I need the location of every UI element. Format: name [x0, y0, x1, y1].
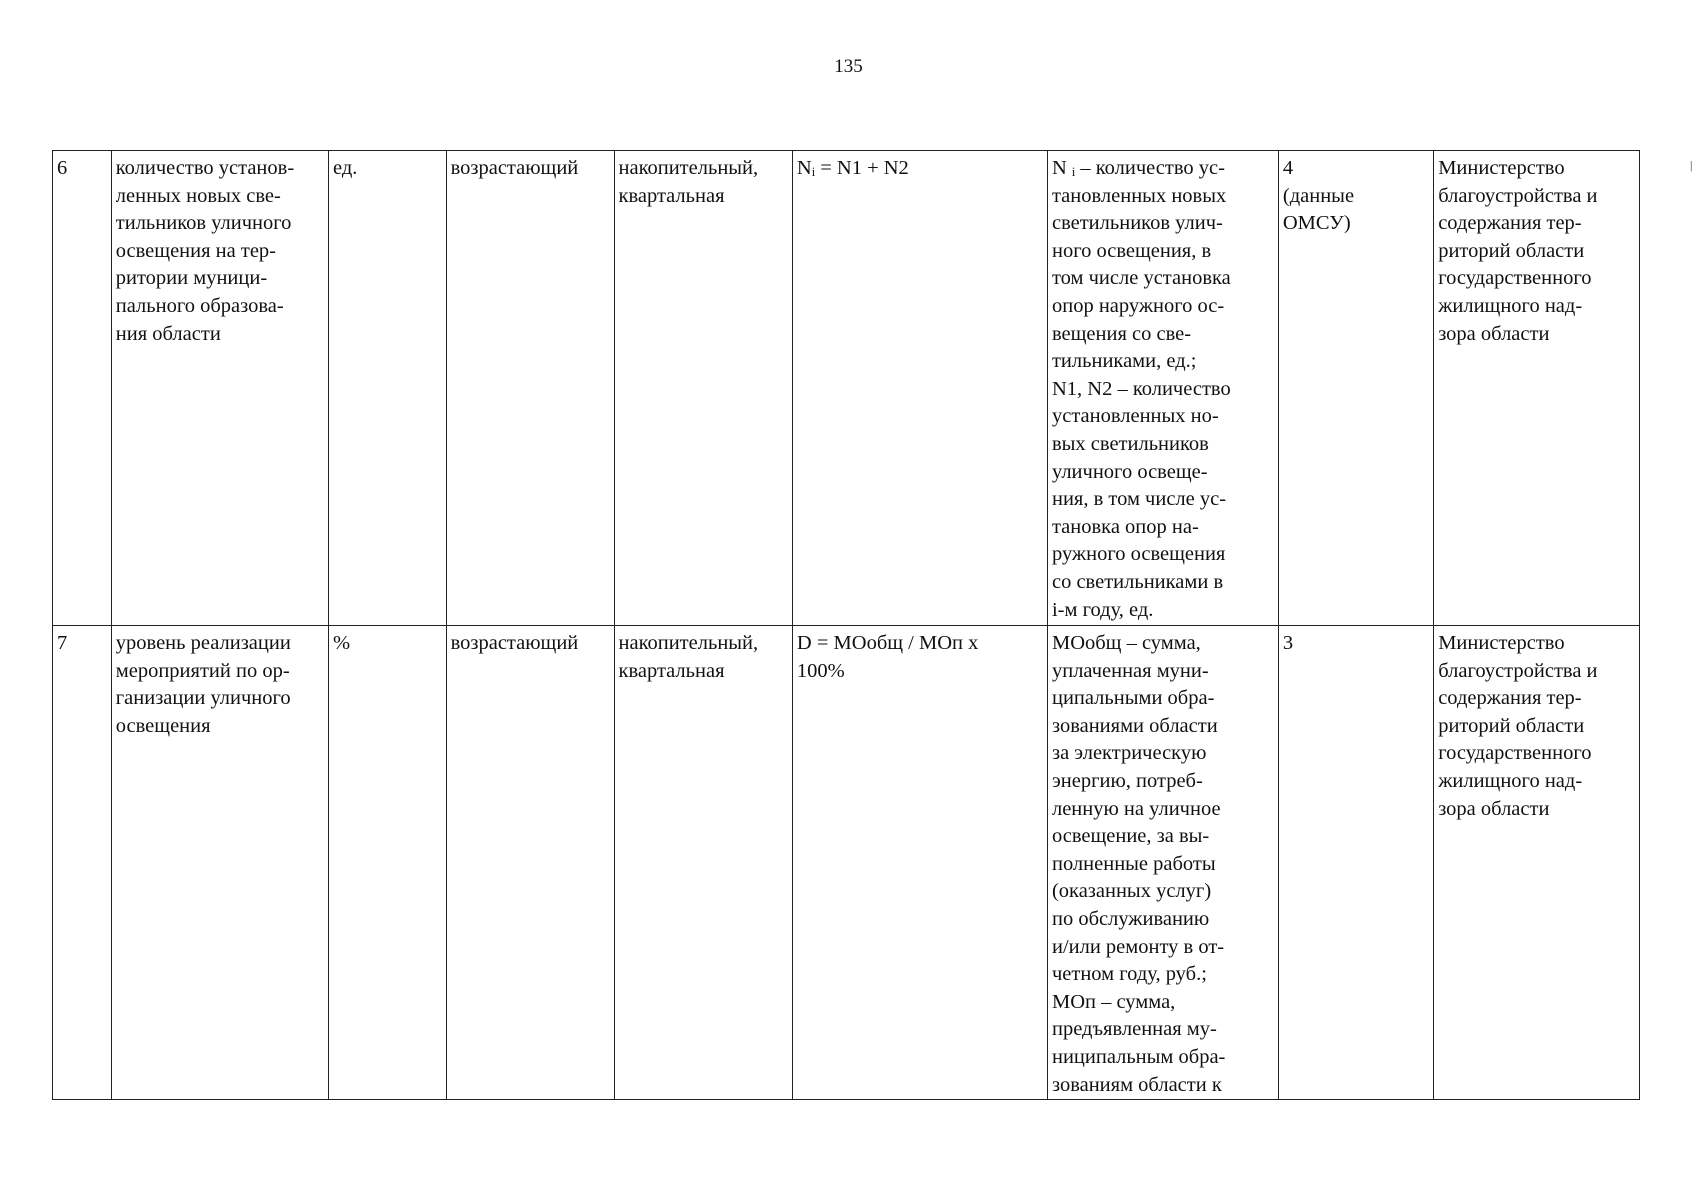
- cell-responsible-line: благоустройства и: [1438, 659, 1598, 682]
- cell-responsible-line: зора области: [1438, 797, 1550, 820]
- cell-description-line: (оказанных услуг): [1051, 880, 1212, 903]
- cell-description-line: ленную на уличное: [1051, 797, 1221, 820]
- cell-indicator-type-line: квартальная: [618, 184, 725, 207]
- cell-description-line: энергию, потреб-: [1051, 769, 1203, 792]
- cell-indicator-name-line: освещения: [115, 714, 211, 737]
- cell-description-line: ниципальным обра-: [1051, 1045, 1226, 1068]
- cell-unit-text: %: [333, 632, 351, 654]
- cell-description-line: по обслуживанию: [1051, 907, 1210, 930]
- cell-responsible-line: государственного: [1438, 267, 1592, 290]
- cell-source-line: ОМСУ): [1282, 212, 1351, 235]
- cell-formula-line: 100%: [796, 659, 845, 682]
- cell-responsible-line: Министерство: [1438, 157, 1565, 179]
- cell-responsible-line: содержания тер-: [1438, 687, 1582, 710]
- cell-description-line: со светильниками в: [1051, 570, 1224, 593]
- cell-indicator-name-line: освещения на тер-: [115, 239, 276, 262]
- cell-description-line: N1, N2 – количество: [1051, 377, 1231, 400]
- cell-indicator-name-line: тильников уличного: [115, 212, 292, 235]
- cell-description-line: уплаченная муни-: [1051, 659, 1209, 682]
- cell-description-line: светильников улич-: [1051, 212, 1223, 235]
- cell-description-line: тильниками, ед.;: [1051, 350, 1197, 373]
- cell-source: [1278, 151, 1433, 626]
- cell-indicator-name-line: ния области: [115, 322, 221, 345]
- cell-responsible: [1434, 151, 1640, 626]
- cell-trend-text: возрастающий: [450, 157, 579, 179]
- cell-description-line: освещение, за вы-: [1051, 825, 1210, 848]
- cell-trend: [446, 151, 614, 626]
- cell-indicator-name-line: уровень реализации: [115, 632, 291, 654]
- cell-indicator-type: [614, 626, 792, 1100]
- cell-indicator-type-line: накопительный,: [618, 632, 759, 654]
- cell-trend: [446, 626, 614, 1100]
- cell-description-line: уличного освеще-: [1051, 460, 1208, 483]
- cell-number: [53, 151, 112, 626]
- cell-description-line: четном году, руб.;: [1051, 963, 1207, 986]
- cell-source: [1278, 626, 1433, 1100]
- cell-indicator-name-line: пального образова-: [115, 294, 284, 317]
- cell-responsible: [1434, 626, 1640, 1100]
- cell-number-text: 6: [57, 157, 68, 179]
- cell-trend-text: возрастающий: [450, 632, 579, 654]
- cell-responsible-line: жилищного над-: [1438, 769, 1583, 792]
- cell-indicator-name-line: ганизации уличного: [115, 687, 291, 710]
- cell-description-line: и/или ремонту в от-: [1051, 935, 1225, 958]
- cell-formula: [792, 151, 1047, 626]
- cell-formula-line: D = МОобщ / МОп х: [796, 632, 979, 654]
- cell-description-line: зованиями области: [1051, 714, 1218, 737]
- cell-description-line: опор наружного ос-: [1051, 294, 1225, 317]
- page-number: 135: [834, 56, 863, 77]
- cell-responsible-line: государственного: [1438, 742, 1592, 765]
- cell-description-line: тановка опор на-: [1051, 515, 1199, 538]
- cell-description-line: тановленных новых: [1051, 184, 1227, 207]
- cell-indicator-name-line: ленных новых све-: [115, 184, 281, 207]
- cell-indicator-type-line: квартальная: [618, 659, 725, 682]
- cell-description-line: вещения со све-: [1051, 322, 1192, 345]
- cell-responsible-line: содержания тер-: [1438, 212, 1582, 235]
- cell-unit-text: ед.: [333, 157, 358, 179]
- table-row: [53, 626, 1640, 1100]
- cell-formula-line: Nᵢ = N1 + N2: [796, 157, 909, 179]
- cell-description: [1047, 151, 1278, 626]
- cell-description-line: i-м году, ед.: [1051, 598, 1154, 621]
- cell-indicator-type-line: накопительный,: [618, 157, 759, 179]
- cell-source-line: 3: [1282, 632, 1294, 654]
- cell-description-line: ния, в том числе ус-: [1051, 488, 1227, 511]
- cell-description-line: ного освещения, в: [1051, 239, 1212, 262]
- cell-source-line: (данные: [1282, 184, 1355, 207]
- cell-number-text: 7: [57, 632, 68, 654]
- cell-description-line: ружного освещения: [1051, 543, 1226, 566]
- cell-description-line: полненные работы: [1051, 852, 1216, 875]
- cell-indicator-name: [111, 151, 328, 626]
- cell-unit: [329, 626, 447, 1100]
- cell-responsible-line: зора области: [1438, 322, 1550, 345]
- cell-number: [53, 626, 112, 1100]
- cell-responsible-line: Министерство: [1438, 632, 1565, 654]
- cell-formula: [792, 626, 1047, 1100]
- cell-responsible-line: риторий области: [1438, 714, 1585, 737]
- cell-description-line: ципальными обра-: [1051, 687, 1215, 710]
- cell-indicator-name: [111, 626, 328, 1100]
- cell-indicator-name-line: количество установ-: [115, 157, 295, 179]
- cell-responsible-line: риторий области: [1438, 239, 1585, 262]
- cell-indicator-name-line: ритории муници-: [115, 267, 268, 290]
- margin-mark: |: [1690, 158, 1693, 172]
- indicators-table: [52, 150, 1640, 1100]
- cell-description-line: установленных но-: [1051, 405, 1219, 428]
- cell-description-line: N ᵢ – количество ус-: [1051, 157, 1225, 179]
- cell-responsible-line: благоустройства и: [1438, 184, 1598, 207]
- cell-description-line: вых светильников: [1051, 432, 1209, 455]
- cell-description: [1047, 626, 1278, 1100]
- cell-unit: [329, 151, 447, 626]
- cell-indicator-type: [614, 151, 792, 626]
- cell-description-line: зованиям области к: [1051, 1073, 1222, 1096]
- cell-indicator-name-line: мероприятий по ор-: [115, 659, 290, 682]
- cell-description-line: МОобщ – сумма,: [1051, 632, 1201, 654]
- cell-description-line: предъявленная му-: [1051, 1018, 1217, 1041]
- cell-responsible-line: жилищного над-: [1438, 294, 1583, 317]
- cell-description-line: за электрическую: [1051, 742, 1207, 765]
- cell-description-line: МОп – сумма,: [1051, 990, 1176, 1013]
- cell-source-line: 4: [1282, 157, 1294, 179]
- table-row: [53, 151, 1640, 626]
- cell-description-line: том числе установка: [1051, 267, 1231, 290]
